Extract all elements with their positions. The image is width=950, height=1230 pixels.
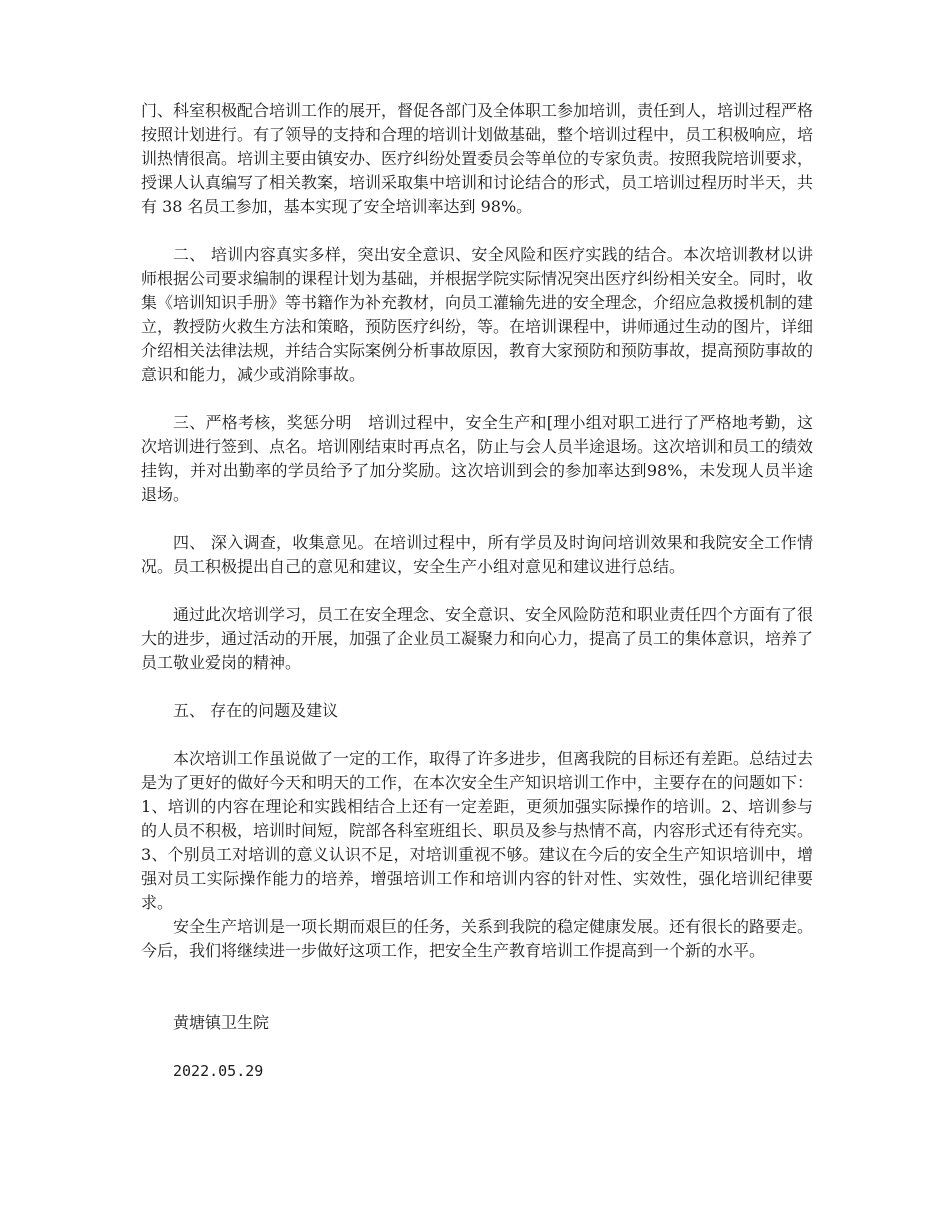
paragraph-survey-feedback: 四、 深入调查，收集意见。在培训过程中，所有学员及时询问培训效果和我院安全工作情况。员工积极提出自己的意见和建议，安全生产小组对意见和建议进行总结。 (141, 533, 813, 576)
signature-date: 2022.05.29 (173, 1062, 264, 1080)
paragraph-conclusion: 安全生产培训是一项长期而艰巨的任务，关系到我院的稳定健康发展。还有很长的路要走。今后，我们将继续进一步做好这项工作，把安全生产教育培训工作提高到一个新的水平。 (141, 917, 814, 960)
signature-organization: 黄塘镇卫生院 (173, 1013, 270, 1032)
paragraph-training-content: 二、 培训内容真实多样，突出安全意识、安全风险和医疗实践的结合。本次培训教材以讲师根据公司要求编制的课程计划为基础，并根据学院实际情况突出医疗纠纷相关安全。同时，收集《培训知识手册》等书籍作为补充教材，向员工灌输先进的安全理念，介绍应急救援机制的建立，教授防火救生方法和策略，预防医疗纠纷，等。在培训课程中，讲师通过生动的图片，详细介绍相关法律法规，并结合实际案例分析事故原因，教育大家预防和预防事故，提高预防事故的意识和能力，减少或消除事故。 (141, 245, 814, 384)
paragraph-training-organization: 门、科室积极配合培训工作的展开，督促各部门及全体职工参加培训，责任到人，培训过程严格按照计划进行。有了领导的支持和合理的培训计划做基础，整个培训过程中，员工积极响应，培训热情很高。培训主要由镇安办、医疗纠纷处置委员会等单位的专家负责。按照我院培训要求，授课人认真编写了相关教案，培训采取集中培训和讨论结合的形式，员工培训过程历时半天，共有 38 名员工参加，基本实现了安全培训率达到 98%。 (141, 101, 814, 216)
paragraph-strict-assessment: 三、严格考核，奖惩分明 培训过程中，安全生产和[理小组对职工进行了严格地考勤，这次培训进行签到、点名。培训刚结束时再点名，防止与会人员半途退场。这次培训和员工的绩效挂钩，并对出勤率的学员给予了加分奖励。这次培训到会的参加率达到98%，未发现人员半途退场。 (141, 413, 814, 504)
section-heading-problems: 五、 存在的问题及建议 (173, 701, 339, 720)
paragraph-problems-suggestions: 本次培训工作虽说做了一定的工作，取得了许多进步，但离我院的目标还有差距。总结过去是为了更好的做好今天和明天的工作，在本次安全生产知识培训工作中，主要存在的问题如下： 1、培训的内容在理论和实践相结合上还有一定差距，更须加强实际操作的培训。2、培训参与的人员不积极，培训时间短，院部各科室班组长、职员及参与热情不高，内容形式还有待充实。3、个别员工对培训的意义认识不足，对培训重视不够。建议在今后的安全生产知识培训中，增强对员工实际操作能力的培养，增强培训工作和培训内容的针对性、实效性，强化培训纪律要求。 (141, 749, 819, 912)
paragraph-training-results: 通过此次培训学习，员工在安全理念、安全意识、安全风险防范和职业责任四个方面有了很大的进步，通过活动的开展，加强了企业员工凝聚力和向心力，提高了员工的集体意识，培养了员工敬业爱岗的精神。 (141, 605, 814, 672)
